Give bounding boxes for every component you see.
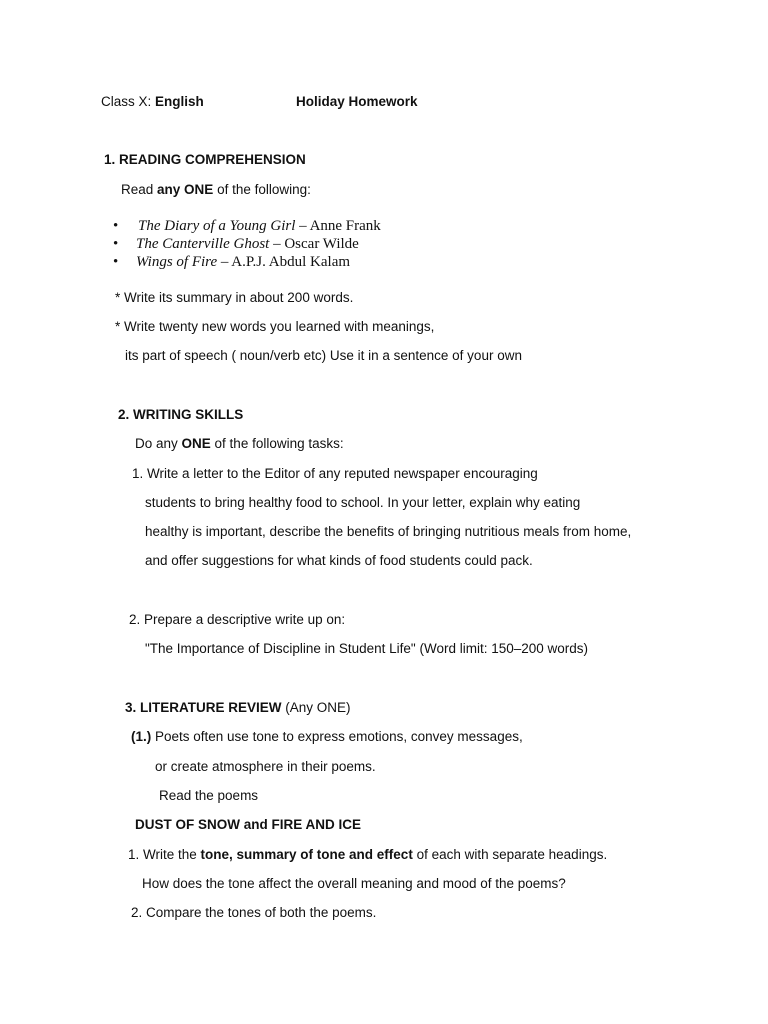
section3-q1-pre: 1. Write the xyxy=(128,847,201,862)
section2-task2-line2: "The Importance of Discipline in Student Life" (Word limit: 150–200 words) xyxy=(145,641,589,656)
section1-task2-line2: its part of speech ( noun/verb etc) Use it in a sentence of your own xyxy=(125,348,522,363)
section2-task1-line: healthy is important, describe the benefits of bringing nutritious meals from home, xyxy=(145,524,632,539)
section3-item-line2: or create atmosphere in their poems. xyxy=(155,759,376,774)
book-item xyxy=(136,253,350,271)
book-title: The Canterville Ghost xyxy=(136,236,270,252)
section3-q1-line1 xyxy=(128,846,607,864)
section3-q1-line2: How does the tone affect the overall meaning and mood of the poems? xyxy=(142,876,566,891)
class-prefix: Class X: xyxy=(101,94,156,109)
page-title: Holiday Homework xyxy=(296,94,418,109)
section2-intro xyxy=(135,435,344,453)
bullet-icon: • xyxy=(113,218,119,234)
section2-intro-bold: ONE xyxy=(181,436,211,451)
section1-intro-post: of the following: xyxy=(213,182,311,197)
book-author: – A.P.J. Abdul Kalam xyxy=(217,254,351,270)
book-title: Wings of Fire xyxy=(136,254,218,270)
section1-intro xyxy=(121,181,311,199)
section1-intro-bold: any ONE xyxy=(157,182,214,197)
section3-heading xyxy=(125,699,351,717)
book-item xyxy=(138,217,381,235)
section3-item-text: Poets often use tone to express emotions, convey messages, xyxy=(151,729,523,744)
bullet-icon: • xyxy=(113,236,119,252)
book-author: – Anne Frank xyxy=(295,218,381,234)
section2-task1-line: students to bring healthy food to school. In your letter, explain why eating xyxy=(145,495,581,510)
bullet-icon: • xyxy=(113,254,119,270)
section1-task2-line1: * Write twenty new words you learned with meanings, xyxy=(115,319,435,334)
section3-q2: 2. Compare the tones of both the poems. xyxy=(131,905,377,920)
section2-task1-line: and offer suggestions for what kinds of food students could pack. xyxy=(145,553,533,568)
book-author: – Oscar Wilde xyxy=(269,236,359,252)
section2-intro-post: of the following tasks: xyxy=(210,436,344,451)
section3-q1-post: of each with separate headings. xyxy=(412,847,608,862)
section2-heading: 2. WRITING SKILLS xyxy=(118,407,244,422)
section3-q1-bold: tone, summary of tone and effect xyxy=(200,847,413,862)
book-title: The Diary of a Young Girl xyxy=(138,218,296,234)
section3-item-line1 xyxy=(131,728,523,746)
subject-name: English xyxy=(155,94,204,109)
section2-task2-line1: 2. Prepare a descriptive write up on: xyxy=(129,612,346,627)
class-label xyxy=(101,93,204,111)
section3-heading-text: 3. LITERATURE REVIEW xyxy=(125,700,282,715)
section3-item-line3: Read the poems xyxy=(159,788,259,803)
section1-task1: * Write its summary in about 200 words. xyxy=(115,290,354,305)
section1-heading: 1. READING COMPREHENSION xyxy=(104,152,306,167)
section3-item-number: (1.) xyxy=(131,729,152,744)
section2-task1-line: 1. Write a letter to the Editor of any reputed newspaper encouraging xyxy=(132,466,538,481)
section3-heading-note: (Any ONE) xyxy=(281,700,351,715)
book-item xyxy=(136,235,359,253)
section1-intro-pre: Read xyxy=(121,182,158,197)
section3-poems: DUST OF SNOW and FIRE AND ICE xyxy=(135,817,361,832)
section2-intro-pre: Do any xyxy=(135,436,182,451)
